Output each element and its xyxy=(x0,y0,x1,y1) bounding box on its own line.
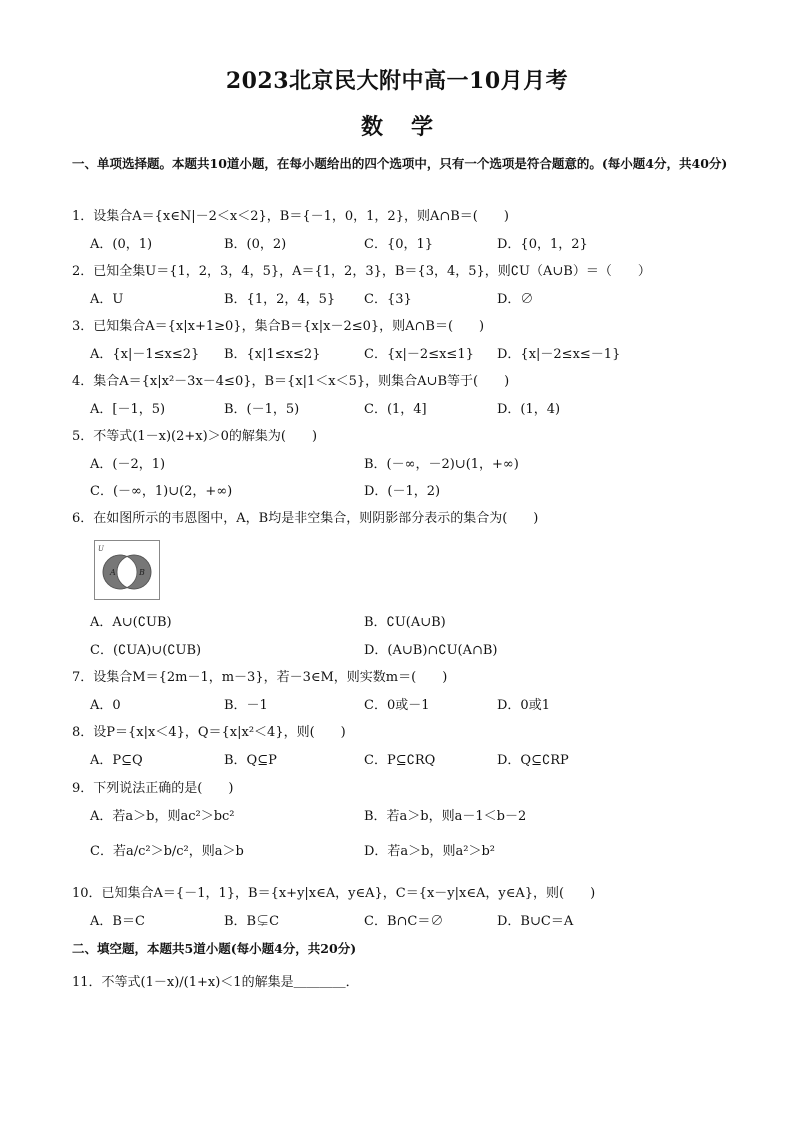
q4-option-b: B．(－1，5) xyxy=(224,402,300,417)
q10-option-b: B．B⊊C xyxy=(224,914,280,929)
q6-stem: 6．在如图所示的韦恩图中，A，B均是非空集合，则阴影部分表示的集合为( ) xyxy=(72,511,539,526)
q4-stem: 4．集合A＝{x|x²－3x－4≤0}，B＝{x|1＜x＜5}，则集合A∪B等于( ) xyxy=(72,374,510,389)
page-title: 2023北京民大附中高一10月月考 xyxy=(225,68,569,94)
q10-stem: 10．已知集合A＝{－1，1}，B＝{x+y|x∈A，y∈A}，C＝{x－y|x∈A，y∈A}，则( ) xyxy=(72,886,596,901)
venn-label-b: B xyxy=(139,568,145,577)
q6-option-c: C．(∁UA)∪(∁UB) xyxy=(90,643,202,658)
q10-option-a: A．B＝C xyxy=(90,914,145,929)
q2-option-c: C．{3} xyxy=(364,292,412,307)
q1-option-b: B．(0，2) xyxy=(224,237,287,252)
q5-option-a: A．(－2，1) xyxy=(90,457,166,472)
q1-stem: 1．设集合A＝{x∈N|－2＜x＜2}，B＝{－1，0，1，2}，则A∩B＝( ) xyxy=(72,209,509,224)
q1-option-a: A．(0，1) xyxy=(90,237,153,252)
q2-option-b: B．{1，2，4，5} xyxy=(224,292,336,307)
q7-option-b: B．－1 xyxy=(224,698,268,713)
q6-option-b: B．∁U(A∪B) xyxy=(364,615,446,630)
q2-option-d: D．∅ xyxy=(497,292,534,307)
section-heading-2: 二、填空题，本题共5道小题(每小题4分，共20分) xyxy=(72,941,357,956)
section-heading-1: 一、单项选择题。本题共10道小题，在每小题给出的四个选项中，只有一个选项是符合题意的。(每小题4分，共40分) xyxy=(72,156,728,171)
q8-option-d: D．Q⊆∁RP xyxy=(497,753,569,768)
q7-stem: 7．设集合M＝{2m－1，m－3}，若－3∈M，则实数m＝( ) xyxy=(72,670,448,685)
q7-option-c: C．0或－1 xyxy=(364,698,430,713)
q9-stem: 9．下列说法正确的是( ) xyxy=(72,781,234,796)
q6-option-d: D．(A∪B)∩∁U(A∩B) xyxy=(364,643,498,658)
q5-option-d: D．(－1，2) xyxy=(364,484,441,499)
q2-stem: 2．已知全集U＝{1，2，3，4，5}，A＝{1，2，3}，B＝{3，4，5}，则∁U（A∪B）＝（ ） xyxy=(72,264,651,279)
q3-stem: 3．已知集合A＝{x|x+1≥0}，集合B＝{x|x－2≤0}，则A∩B＝( ) xyxy=(72,319,485,334)
q3-option-b: B．{x|1≤x≤2} xyxy=(224,347,321,362)
venn-label-a: A xyxy=(110,568,116,577)
q4-option-c: C．(1，4] xyxy=(364,402,427,417)
q11-stem: 11．不等式(1－x)/(1+x)＜1的解集是＿＿＿＿． xyxy=(72,975,359,990)
q9-option-d: D．若a＞b，则a²＞b² xyxy=(364,844,495,859)
q9-option-b: B．若a＞b，则a－1＜b－2 xyxy=(364,809,527,824)
q5-option-c: C．(－∞，1)∪(2，+∞) xyxy=(90,484,233,499)
venn-diagram xyxy=(94,540,160,600)
q1-option-c: C．{0，1} xyxy=(364,237,434,252)
q2-option-a: A．U xyxy=(90,292,124,307)
q10-option-d: D．B∪C＝A xyxy=(497,914,574,929)
q1-option-d: D．{0，1，2} xyxy=(497,237,588,252)
q8-option-b: B．Q⊆P xyxy=(224,753,277,768)
q8-option-a: A．P⊆Q xyxy=(90,753,143,768)
q4-option-d: D．(1，4) xyxy=(497,402,561,417)
q3-option-d: D．{x|－2≤x≤－1} xyxy=(497,347,621,362)
q8-option-c: C．P⊆∁RQ xyxy=(364,753,436,768)
q5-option-b: B．(－∞，－2)∪(1，+∞) xyxy=(364,457,519,472)
q7-option-d: D．0或1 xyxy=(497,698,550,713)
q3-option-a: A．{x|－1≤x≤2} xyxy=(90,347,200,362)
q5-stem: 5．不等式(1－x)(2+x)＞0的解集为( ) xyxy=(72,429,318,444)
q6-option-a: A．A∪(∁UB) xyxy=(90,615,172,630)
q4-option-a: A．[－1，5) xyxy=(90,402,166,417)
subject-title: 数学 xyxy=(360,114,461,140)
q3-option-c: C．{x|－2≤x≤1} xyxy=(364,347,474,362)
q8-stem: 8．设P＝{x|x＜4}，Q＝{x|x²＜4}，则( ) xyxy=(72,725,346,740)
q9-option-c: C．若a/c²＞b/c²，则a＞b xyxy=(90,844,244,859)
q9-option-a: A．若a＞b，则ac²＞bc² xyxy=(90,809,235,824)
q10-option-c: C．B∩C＝∅ xyxy=(364,914,444,929)
q7-option-a: A．0 xyxy=(90,698,121,713)
venn-label-u: U xyxy=(98,545,104,553)
